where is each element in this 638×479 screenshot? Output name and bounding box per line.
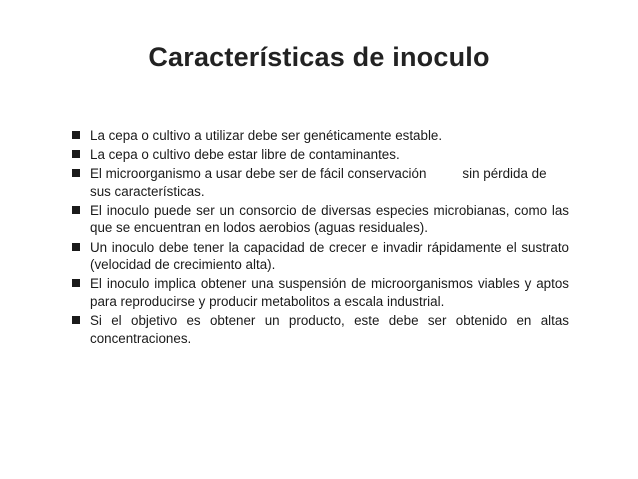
square-bullet-icon	[72, 169, 80, 177]
bullet-text-part2: sin pérdida de sus características.	[90, 166, 547, 199]
list-item	[72, 312, 569, 347]
bullet-text: El inoculo implica obtener una suspensión de microorganismos viables y aptos para reproducirse y producir metabolitos a escala industrial.	[90, 276, 569, 309]
square-bullet-icon	[72, 243, 80, 251]
square-bullet-icon	[72, 150, 80, 158]
slide-title: Características de inoculo	[148, 42, 490, 72]
list-item	[72, 239, 569, 274]
list-item	[72, 275, 569, 310]
list-item	[72, 202, 569, 237]
bullet-list	[72, 127, 569, 349]
bullet-text: Un inoculo debe tener la capacidad de crecer e invadir rápidamente el sustrato (velocidad de crecimiento alta).	[90, 239, 569, 273]
square-bullet-icon	[72, 316, 80, 324]
bullet-text: La cepa o cultivo a utilizar debe ser genéticamente estable.	[90, 128, 443, 143]
list-item	[72, 146, 569, 164]
square-bullet-icon	[72, 279, 80, 287]
list-item	[72, 165, 569, 200]
bullet-text: La cepa o cultivo debe estar libre de contaminantes.	[90, 147, 400, 163]
bullet-text-part1: El microorganismo a usar debe ser de fácil conservación	[90, 166, 427, 182]
bullet-text: El inoculo puede ser un consorcio de diversas especies microbianas, como las que se encuentran en lodos aerobios (aguas residuales).	[90, 202, 569, 236]
list-item	[72, 127, 569, 145]
square-bullet-icon	[72, 131, 80, 139]
bullet-text: Si el objetivo es obtener un producto, este debe ser obtenido en altas concentraciones.	[90, 312, 569, 346]
square-bullet-icon	[72, 206, 80, 214]
